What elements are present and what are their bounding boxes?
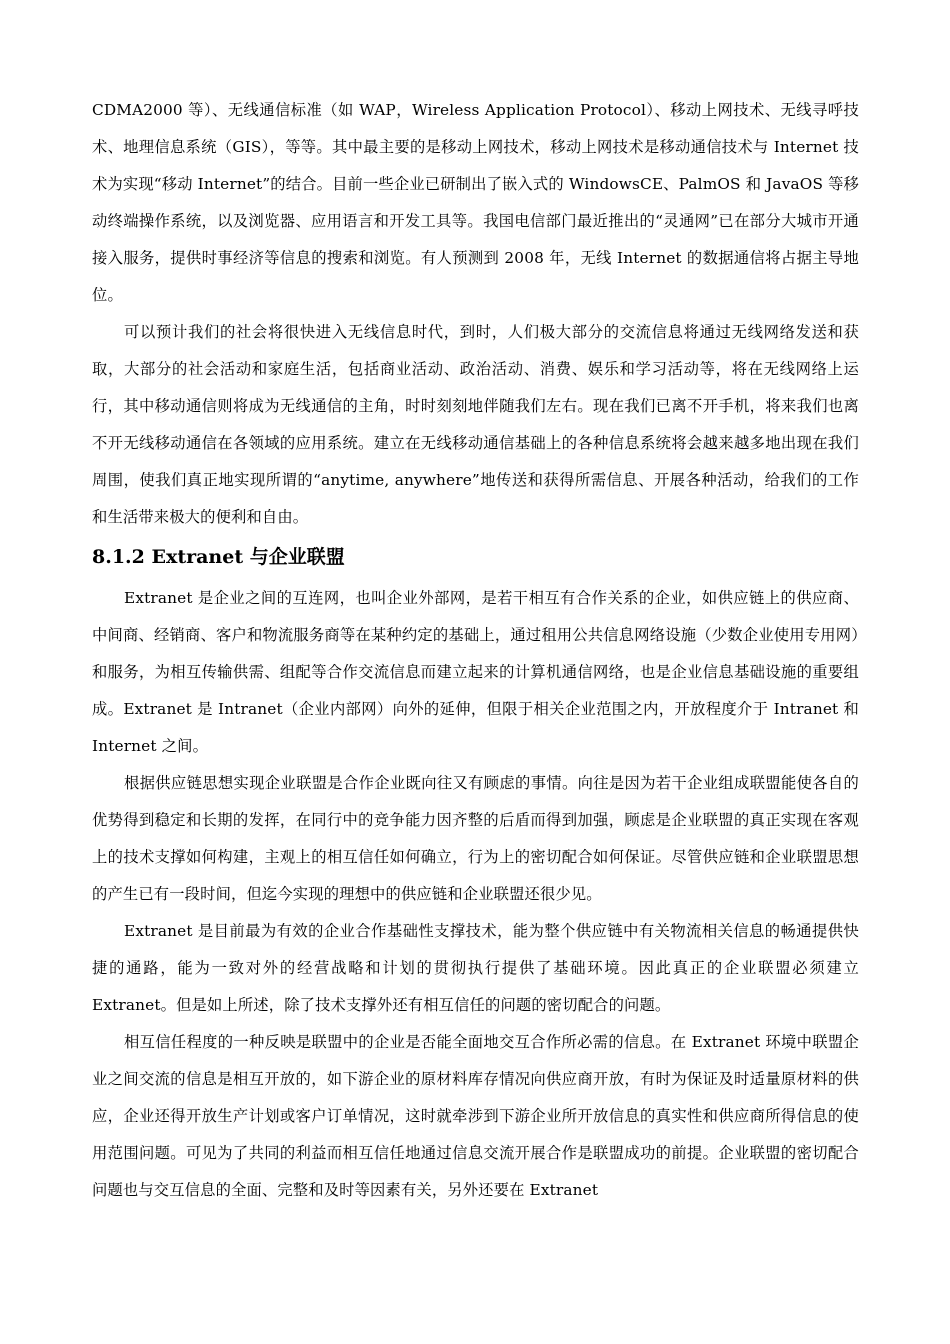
body-paragraph: Extranet 是目前最为有效的企业合作基础性支撑技术，能为整个供应链中有关物流相关信息的畅通提供快捷的通路，能为一致对外的经营战略和计划的贯彻执行提供了基础环境。因此真正的企业联盟必须建立 Extranet。但是如上所述，除了技术支撑外还有相互信任的问题的密切配合的问题。 xyxy=(92,922,859,1014)
body-paragraph: CDMA2000 等）、无线通信标准（如 WAP，Wireless Application Protocol）、移动上网技术、无线寻呼技术、地理信息系统（GIS），等等。其中最主要的是移动上网技术，移动上网技术是移动通信技术与 Internet 技术为实现“移动 Internet”的结合。目前一些企业已研制出了嵌入式的 WindowsCE、PalmOS 和 JavaOS 等移动终端操作系统，以及浏览器、应用语言和开发工具等。我国电信部门最近推出的“灵通网”已在部分大城市开通接入服务，提供时事经济等信息的搜索和浏览。有人预测到 2008 年，无线 Internet 的数据通信将占据主导地位。 xyxy=(92,101,859,304)
document-body xyxy=(92,92,859,1209)
body-paragraph: 根据供应链思想实现企业联盟是合作企业既向往又有顾虑的事情。向往是因为若干企业组成联盟能使各自的优势得到稳定和长期的发挥，在同行中的竞争能力因齐整的后盾而得到加强，顾虑是企业联盟的真正实现在客观上的技术支撑如何构建，主观上的相互信任如何确立，行为上的密切配合如何保证。尽管供应链和企业联盟思想的产生已有一段时间，但迄今实现的理想中的供应链和企业联盟还很少见。 xyxy=(92,774,859,903)
body-paragraph: Extranet 是企业之间的互连网，也叫企业外部网，是若干相互有合作关系的企业，如供应链上的供应商、中间商、经销商、客户和物流服务商等在某种约定的基础上，通过租用公共信息网络设施（少数企业使用专用网）和服务，为相互传输供需、组配等合作交流信息而建立起来的计算机通信网络，也是企业信息基础设施的重要组成。Extranet 是 Intranet（企业内部网）向外的延伸，但限于相关企业范围之内，开放程度介于 Intranet 和 Internet 之间。 xyxy=(92,589,859,755)
body-paragraph: 可以预计我们的社会将很快进入无线信息时代，到时，人们极大部分的交流信息将通过无线网络发送和获取，大部分的社会活动和家庭生活，包括商业活动、政治活动、消费、娱乐和学习活动等，将在无线网络上运行，其中移动通信则将成为无线通信的主角，时时刻刻地伴随我们左右。现在我们已离不开手机，将来我们也离不开无线移动通信在各领域的应用系统。建立在无线移动通信基础上的各种信息系统将会越来越多地出现在我们周围，使我们真正地实现所谓的“anytime, anywhere”地传送和获得所需信息、开展各种活动，给我们的工作和生活带来极大的便利和自由。 xyxy=(92,323,859,526)
section-heading: 8.1.2 Extranet 与企业联盟 xyxy=(92,546,345,568)
body-paragraph: 相互信任程度的一种反映是联盟中的企业是否能全面地交互合作所必需的信息。在 Extranet 环境中联盟企业之间交流的信息是相互开放的，如下游企业的原材料库存情况向供应商开放，有时为保证及时适量原材料的供应，企业还得开放生产计划或客户订单情况，这时就牵涉到下游企业所开放信息的真实性和供应商所得信息的使用范围问题。可见为了共同的利益而相互信任地通过信息交流开展合作是联盟成功的前提。企业联盟的密切配合问题也与交互信息的全面、完整和及时等因素有关，另外还要在 Extranet xyxy=(92,1033,859,1199)
